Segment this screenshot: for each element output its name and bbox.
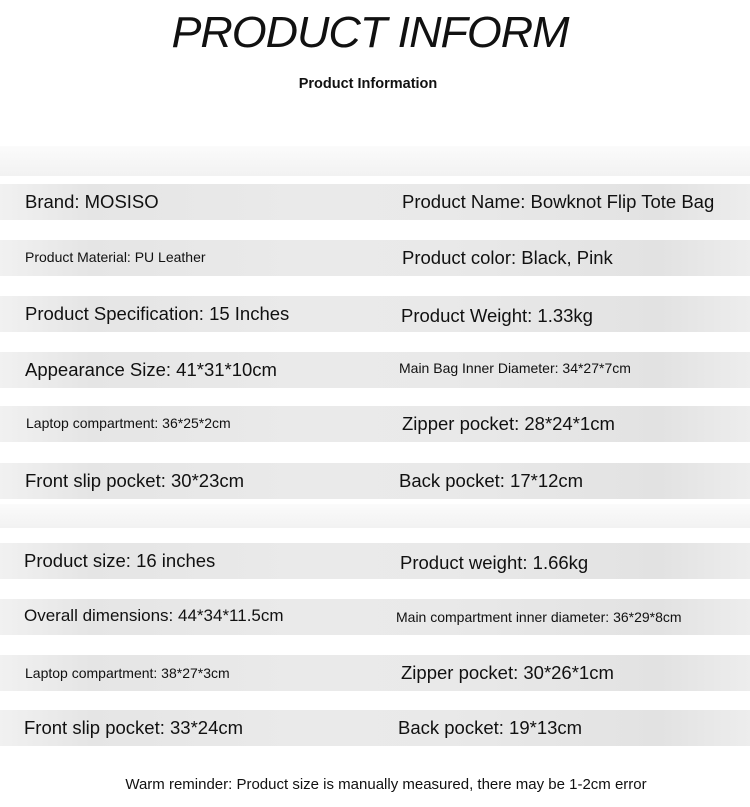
overall-dimensions-text: Overall dimensions: 44*34*11.5cm [24,606,284,625]
brand-text: Brand: MOSISO [25,191,159,212]
product-name-text: Product Name: Bowknot Flip Tote Bag [402,191,715,212]
laptop-compartment-text-2: Laptop compartment: 38*27*3cm [25,665,230,681]
laptop-compartment-text: Laptop compartment: 36*25*2cm [26,415,231,431]
appearance-size-text: Appearance Size: 41*31*10cm [25,359,277,380]
material-text: Product Material: PU Leather [25,249,206,265]
zipper-pocket-text: Zipper pocket: 28*24*1cm [402,413,615,434]
front-slip-pocket-text: Front slip pocket: 30*23cm [25,470,245,491]
color-text: Product color: Black, Pink [402,247,613,268]
band-top-shadow [0,146,750,176]
front-slip-pocket-text-2: Front slip pocket: 33*24cm [24,717,244,738]
inner-diameter-text-2: Main compartment inner diameter: 36*29*8cm [396,609,682,625]
size-text: Product size: 16 inches [24,550,216,571]
specification-text: Product Specification: 15 Inches [25,303,290,324]
page-subtitle: Product Information [298,76,438,92]
back-pocket-text-2: Back pocket: 19*13cm [398,717,583,738]
warm-reminder: Warm reminder: Product size is manually measured, there may be 1-2cm error [125,776,647,793]
weight-text-2: Product weight: 1.66kg [400,552,589,573]
band-divider [0,504,750,528]
back-pocket-text: Back pocket: 17*12cm [399,470,584,491]
zipper-pocket-text-2: Zipper pocket: 30*26*1cm [401,662,614,683]
weight-text: Product Weight: 1.33kg [401,305,593,326]
inner-diameter-text: Main Bag Inner Diameter: 34*27*7cm [399,360,631,376]
page-title: PRODUCT INFORM [171,8,569,57]
